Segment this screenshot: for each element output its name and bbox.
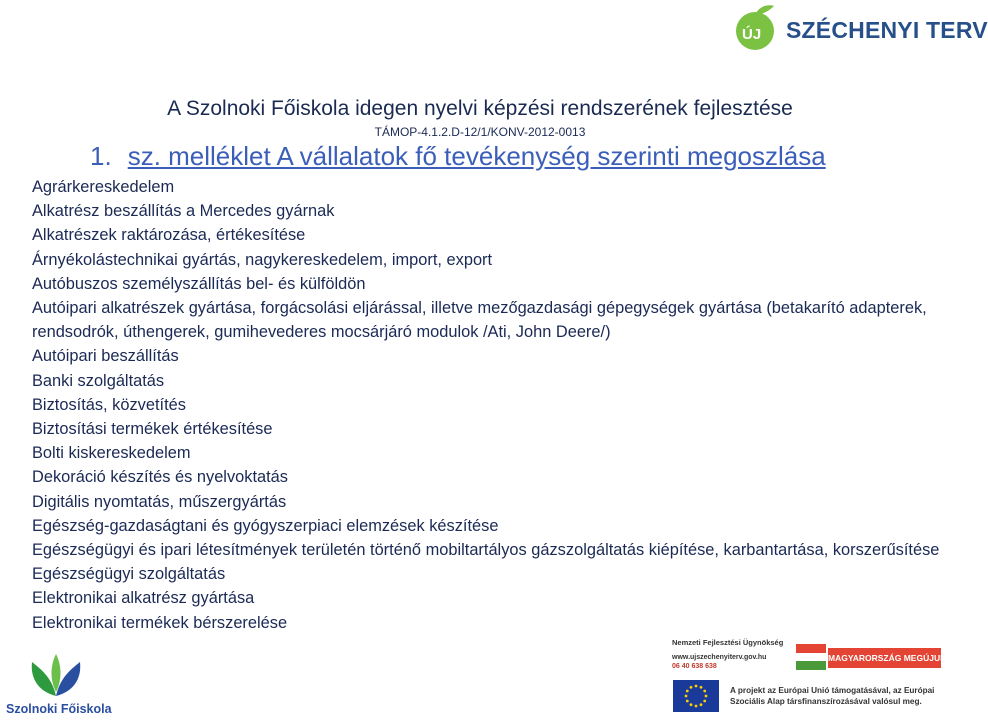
- list-item: Autóbuszos személyszállítás bel- és külföldön: [32, 274, 366, 293]
- list-item: Árnyékolástechnikai gyártás, nagykereskedelem, import, export: [32, 250, 493, 269]
- list-item: Alkatrész beszállítás a Mercedes gyárnak: [32, 202, 335, 221]
- page-title: A Szolnoki Főiskola idegen nyelvi képzési rendszerének fejlesztése: [167, 97, 793, 120]
- school-name: Szolnoki Főiskola: [6, 702, 112, 716]
- list-item: Egészségügyi és ipari létesítmények területén történő mobiltartályos gázszolgáltatás kiépítése, karbantartása, korszerűsítése: [32, 541, 940, 560]
- szolnoki-foiskola-logo: [6, 652, 112, 722]
- logo-icon-text: ÚJ: [742, 26, 762, 43]
- list-item: Bolti kiskereskedelem: [32, 444, 191, 463]
- logo-brand-text: SZÉCHENYI TERV: [786, 17, 988, 43]
- project-code: TÁMOP-4.1.2.D-12/1/KONV-2012-0013: [374, 125, 586, 139]
- eu-note-line-1: A projekt az Európai Unió támogatásával, az Európai: [730, 686, 935, 695]
- list-item: Elektronikai alkatrész gyártása: [32, 589, 255, 608]
- activity-list: [32, 175, 947, 635]
- list-item: Digitális nyomtatás, műszergyártás: [32, 492, 287, 511]
- agency-url: www.ujszechenyiterv.gov.hu: [672, 654, 767, 661]
- list-item: Alkatrészek raktározása, értékesítése: [32, 226, 306, 245]
- eu-flag-icon: [673, 680, 719, 712]
- agency-name: Nemzeti Fejlesztési Ügynökség: [672, 638, 784, 647]
- section-heading: [90, 141, 826, 172]
- list-item: Autóipari beszállítás: [32, 347, 179, 366]
- list-item: Egészségügyi szolgáltatás: [32, 565, 226, 584]
- list-item: Biztosítási termékek értékesítése: [32, 420, 273, 439]
- szechenyi-terv-logo: [728, 4, 988, 54]
- section-heading-text: sz. melléklet A vállalatok fő tevékenység szerinti megoszlása: [127, 141, 826, 171]
- agency-info: [672, 638, 792, 680]
- eu-note-line-2: Szociális Alap társfinanszírozásával valósul meg.: [730, 697, 922, 706]
- list-item: Elektronikai termékek bérszerelése: [32, 613, 288, 632]
- school-emblem-icon: [26, 652, 86, 698]
- list-item: Biztosítás, közvetítés: [32, 395, 186, 414]
- hungary-renews-banner: MAGYARORSZÁG MEGÚJUL: [828, 648, 941, 668]
- hungarian-flag-icon: [796, 644, 826, 670]
- section-number: 1.: [90, 141, 112, 171]
- list-item: Banki szolgáltatás: [32, 371, 165, 390]
- list-item: Agrárkereskedelem: [32, 178, 175, 196]
- agency-phone: 06 40 638 638: [672, 663, 717, 670]
- list-item: Autóipari alkatrészek gyártása, forgácsolási eljárással, illetve mezőgazdasági gépegységek gyártása (betakarító adapterek, rendsodrók, úthengerek, gumihevederes mocsárjáró modulok /Ati, John Deere/): [32, 299, 927, 342]
- list-item: Egészség-gazdaságtani és gyógyszerpiaci elemzések készítése: [32, 516, 499, 535]
- eu-funding-note: [730, 685, 955, 707]
- list-item: Dekoráció készítés és nyelvoktatás: [32, 468, 288, 487]
